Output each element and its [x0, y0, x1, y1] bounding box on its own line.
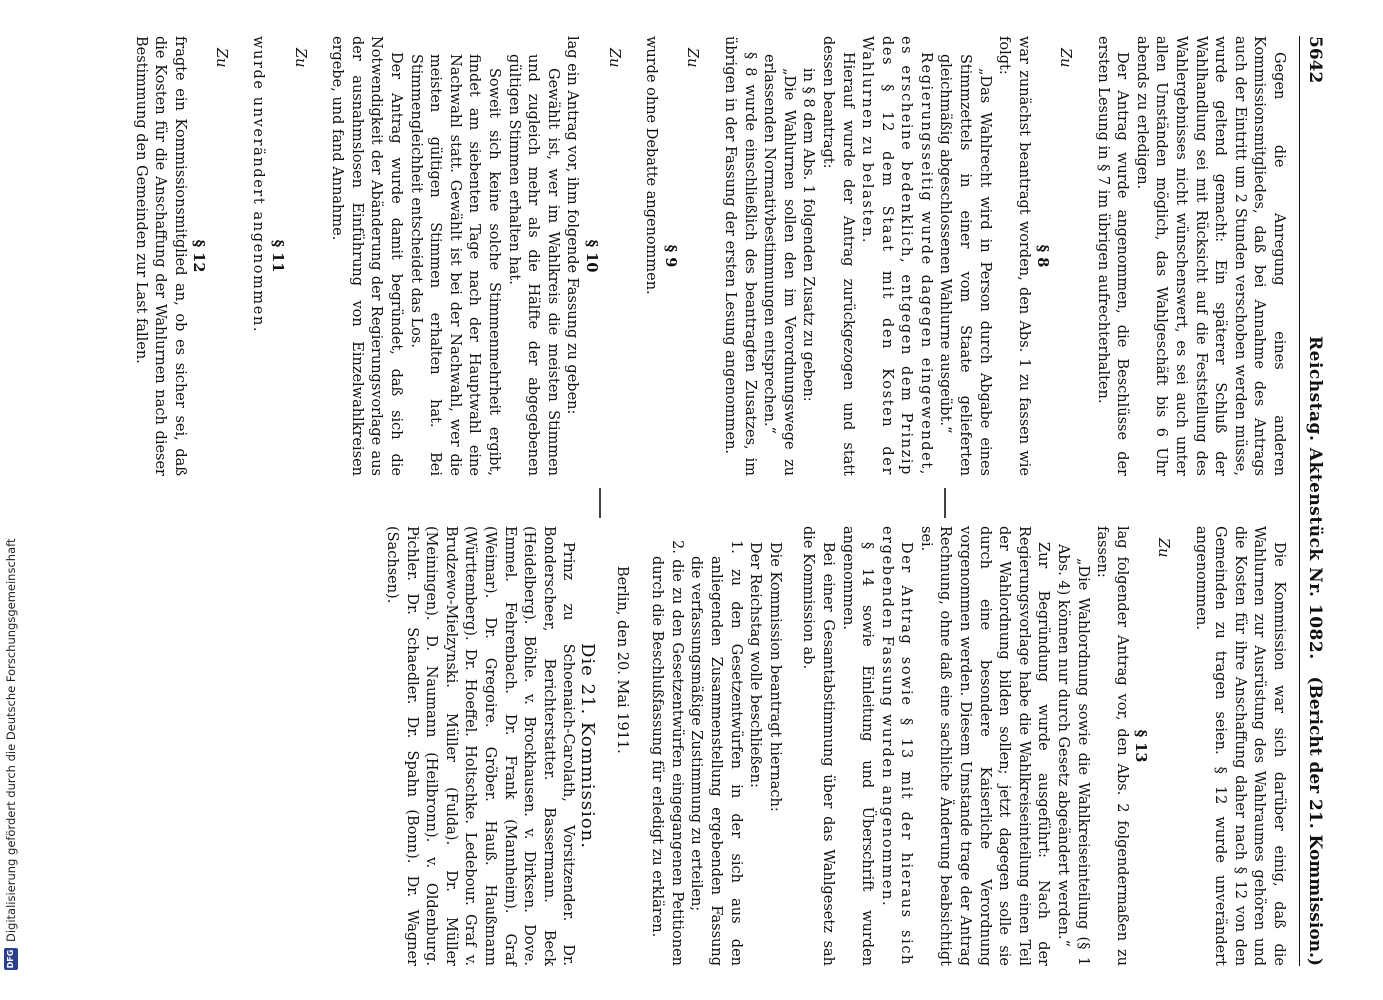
- quoted-text: „Die Wahlordnung sowie die Wahlkreiseinteilung (§ 1 Abs. 4) können nur durch Gesetz abgeändert werden.“: [1055, 544, 1091, 966]
- paragraph: § 14 sowie Einleitung und Überschrift wurden angenommen.: [839, 526, 876, 966]
- left-column: [130, 36, 1288, 476]
- paragraph: Hierauf wurde der Antrag zurückgezogen und statt dessen beantragt:: [819, 36, 856, 476]
- paragraph: Der Reichstag wolle beschließen:: [747, 542, 764, 788]
- paragraph: wurde ohne Debatte angenommen.: [643, 36, 660, 295]
- page-header: [1299, 36, 1326, 966]
- section-heading: § 13: [1132, 729, 1150, 763]
- header-report: (Bericht der 21. Kommission.): [1305, 676, 1325, 966]
- section-intro: Zu: [1155, 538, 1172, 558]
- header-title: Reichstag. Aktenstück Nr. 1082.: [1305, 336, 1325, 660]
- right-column: [381, 526, 1288, 966]
- page-number: 5642: [1305, 36, 1325, 84]
- list-item: 1. zu den Gesetzentwürfen in der sich aus den anliegenden Zusammenstellung ergebenden Fassung die verfassungsmäßige Zustimmung zu erteilen;: [688, 540, 744, 966]
- column-divider-mark: [945, 488, 947, 518]
- quoted-text: Gewählt ist, wer im Wahlkreis die meisten Stimmen und zugleich mehr als die Hälfte der abgegebenen gültigen Stimmen erhalten hat.: [505, 54, 561, 476]
- paragraph: lag folgender Antrag vor, den Abs. 2 folgendermaßen zu fassen:: [1094, 526, 1130, 966]
- paragraph: Die Kommission war sich darüber einig, daß die Wahlurnen zur Ausrüstung des Wahlraumes gehören und die Kosten für ihre Anschaffung daher nach § 12 von den Gemeinden zu tragen seien. § 12 wurde unverändert angenommen.: [1192, 526, 1287, 966]
- commission-members: Prinz zu Schoenaich-Carolath, Vorsitzender. Dr. Bonderscheer, Berichterstatter. Bassermann. Beck (Heidelberg). Böhle. v. Brockhausen. v. Dirksen. Dove. Emmel. Fehrenbach. Dr. Frank (Mannheim). Graf (Weimar). Dr. Gregoire. Gröber. Hauß. Haußmann (Württemberg). Dr. Hoeffel. Holtschke. Ledebour. Graf v. Brudzewo-Mielzynski. Müller (Fulda). Dr. Müller (Meiningen). D. Naumann (Heilbronn). v. Oldenburg. Pichler. Dr. Schaedler. Dr. Spahn (Bonn). Dr. Wagner (Sachsen).: [384, 526, 577, 966]
- credit-text: Digitalisierung gefördert durch die Deutsche Forschungsgemeinschaft: [4, 538, 18, 942]
- paragraph: Zur Begründung wurde ausgeführt: Nach der Regierungsvorlage habe die Wahlkreiseinteilung einen Teil der Wahlordnung bilden sollen; jetzt dagegen solle sie durch eine besondere Kaiserliche Verordnung vorgenommen werden. Diesem Umstande trage der Antrag Rechnung, ohne daß eine sachliche Änderung beabsichtigt sei.: [917, 526, 1052, 966]
- document-page: [132, 36, 1326, 966]
- section-heading: § 9: [661, 244, 679, 268]
- section-intro: Zu: [212, 48, 229, 68]
- quoted-text: „Das Wahlrecht wird in Person durch Abgabe eines Stimmzettels in einer vom Staate gelieferten gleichmäßig abgeschlossenen Wahlurne ausgeübt.“: [937, 54, 993, 476]
- section-heading: § 8: [1034, 244, 1052, 268]
- signature-title: Die 21. Kommission.: [577, 643, 598, 849]
- list-item: 2. die zu den Gesetzentwürfen eingegangenen Petitionen durch die Beschlußfassung für erledigt zu erklären.: [649, 540, 685, 966]
- paragraph: Regierungsseitig wurde dagegen eingewendet, es erscheine bedenklich, entgegen dem Prinzip des § 12 dem Staat mit den Kosten der Wahlurnen zu belasten.: [859, 36, 934, 476]
- column-divider-mark: [600, 488, 602, 518]
- paragraph: Der Antrag wurde angenommen, die Beschlüsse der ersten Lesung in § 7 im übrigen aufrechterhalten.: [1094, 36, 1131, 476]
- resolution-list: [647, 526, 745, 966]
- section-heading: § 11: [269, 239, 287, 273]
- paragraph: in § 8 dem Abs. 1 folgenden Zusatz zu geben:: [800, 68, 817, 402]
- digitization-credit: [0, 0, 22, 1000]
- paragraph: Der Antrag wurde damit begründet, daß sich die Notwendigkeit der Abänderung der Regierungsvorlage aus der ausnahmslosen Einführung von Einzelwahlkreisen ergebe, und fand Annahme.: [329, 36, 405, 476]
- section-intro: Zu: [684, 48, 701, 68]
- paragraph: Bei einer Gesamtabstimmung über das Wahlgesetz sah die Kommission ab.: [800, 526, 836, 966]
- paragraph: Gegen die Anregung eines anderen Kommissionsmitgliedes, daß bei Annahme des Antrags auch der Eintritt um 2 Stunden verschoben werden müsse, wurde geltend gemacht: Ein späterer Schluß der Wahlhandlung sei mit Rücksicht auf die Feststellung des Wahlergebnisses nicht wünschenswert, es sei auch unter allen Umständen möglich, das Wahlgeschäft bis 6 Uhr abends zu erledigen.: [1133, 36, 1287, 476]
- section-heading: § 12: [190, 239, 208, 273]
- paragraph: wurde unverändert angenommen.: [250, 36, 267, 334]
- paragraph: lag ein Antrag vor, ihm folgende Fassung zu geben:: [564, 36, 581, 415]
- paragraph: Der Antrag sowie § 13 mit der hieraus sich ergebenden Fassung wurden angenommen.: [878, 526, 915, 966]
- section-intro: Zu: [291, 48, 308, 68]
- paragraph: § 8 wurde einschließlich des beantragten Zusatzes, im übrigen in der Fassung der ersten Lesung angenommen.: [721, 36, 758, 476]
- dfg-logo-icon: DFG: [4, 948, 18, 970]
- section-intro: Zu: [605, 48, 622, 68]
- paragraph: war zunächst beantragt worden, den Abs. 1 zu fassen wie folgt:: [996, 36, 1032, 476]
- quoted-text: „Die Wahlurnen sollen den im Verordnungswege zu erlassenden Normativbestimmungen entsprechen.“: [761, 54, 797, 476]
- quoted-text: Soweit sich keine solche Stimmenmehrheit ergibt, findet am siebenten Tage nach der Hauptwahl eine Nachwahl statt. Gewählt ist bei der Nachwahl, wer die meisten gültigen Stimmen erhalten hat. Bei Stimmengleichheit entscheidet das Los.: [407, 54, 503, 476]
- paragraph: fragte ein Kommissionsmitglied an, ob es sicher sei, daß die Kosten für die Anschaffung der Wahlurnen nach dieser Bestimmung den Gemeinden zur Last fallen.: [132, 36, 188, 476]
- paragraph: Die Kommission beantragt hiernach:: [766, 542, 783, 812]
- dateline: Berlin, den 20. Mai 1911.: [613, 566, 630, 754]
- section-heading: § 10: [583, 239, 600, 273]
- section-intro: Zu: [1057, 48, 1074, 68]
